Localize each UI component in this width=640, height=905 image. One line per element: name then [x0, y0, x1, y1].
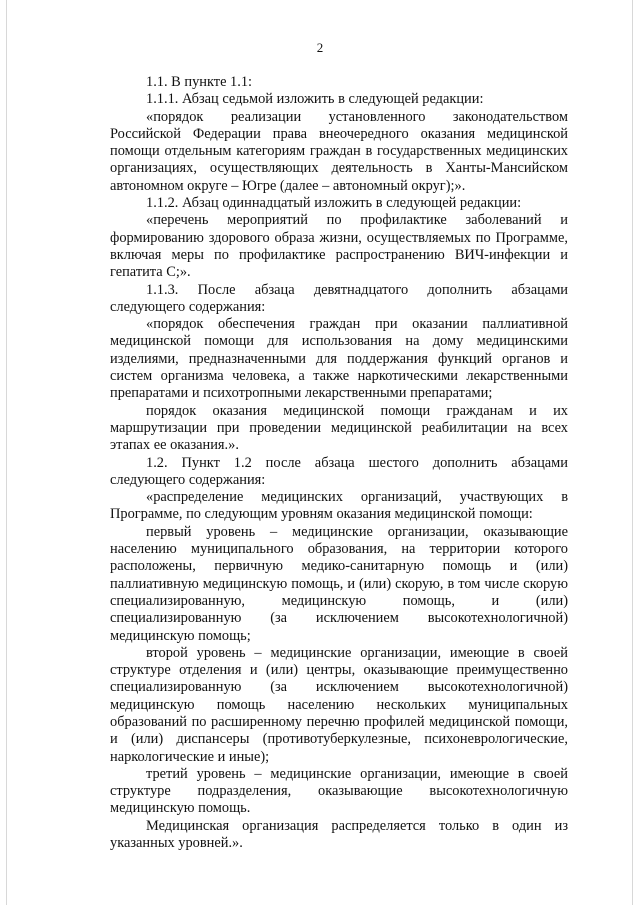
scan-edge-right — [632, 0, 633, 905]
paragraph: 1.1.1. Абзац седьмой изложить в следующей редакции: — [146, 91, 484, 108]
paragraph: первый уровень – медицинские организации, оказывающие населению муниципального образования, на территории которого расположены, первичную медико-санитарную помощь и (или) паллиативную медицинскую помощь, и (или) скорую, в том числе скорую специализированную, медицинскую помощь, и (или) специализированную (за исключением высокотехнологичной) медицинскую помощь; — [110, 523, 568, 644]
paragraph: «перечень мероприятий по профилактике заболеваний и формированию здорового образа жизни, осуществляемых по Программе, включая меры по профилактике распространению ВИЧ-инфекции и гепатита С;». — [110, 212, 568, 281]
paragraph: «порядок обеспечения граждан при оказании паллиативной медицинской помощи для использования на дому медицинскими изделиями, предназначенными для поддержания функций органов и систем организма человека, а также наркотическими лекарственными препаратами и психотропными лекарственными препаратами; — [110, 316, 568, 402]
paragraph: Медицинская организация распределяется только в один из указанных уровней.». — [110, 817, 568, 852]
document-body — [110, 74, 568, 852]
paragraph: «порядок реализации установленного законодательством Российской Федерации права внеочередного оказания медицинской помощи отдельным категориям граждан в государственных медицинских организациях, осуществляющих деятельность в Ханты-Мансийском автономном округе – Югре (далее – автономный округ);». — [110, 108, 568, 194]
paragraph: 1.1.2. Абзац одиннадцатый изложить в следующей редакции: — [146, 195, 522, 212]
paragraph: 1.1.3. После абзаца девятнадцатого дополнить абзацами следующего содержания: — [110, 281, 568, 315]
paragraph: 1.1. В пункте 1.1: — [146, 74, 253, 90]
page-number: 2 — [316, 40, 324, 55]
paragraph: «распределение медицинских организаций, участвующих в Программе, по следующим уровням оказания медицинской помощи: — [110, 489, 568, 523]
paragraph: второй уровень – медицинские организации, имеющие в своей структуре отделения и (или) центры, оказывающие преимущественно специализированную (за исключением высокотехнологичной) медицинскую помощь населению нескольких муниципальных образований по расширенному перечню профилей медицинской помощи, и (или) диспансеры (противотуберкулезные, психоневрологические, наркологические и иные); — [110, 644, 568, 765]
paragraph: 1.2. Пункт 1.2 после абзаца шестого дополнить абзацами следующего содержания: — [110, 454, 568, 488]
paragraph: третий уровень – медицинские организации, имеющие в своей структуре подразделения, оказывающие высокотехнологичную медицинскую помощь. — [110, 765, 568, 817]
scan-edge-left — [6, 0, 7, 905]
paragraph: порядок оказания медицинской помощи гражданам и их маршрутизации при проведении медицинской реабилитации на всех этапах ее оказания.». — [110, 402, 568, 454]
